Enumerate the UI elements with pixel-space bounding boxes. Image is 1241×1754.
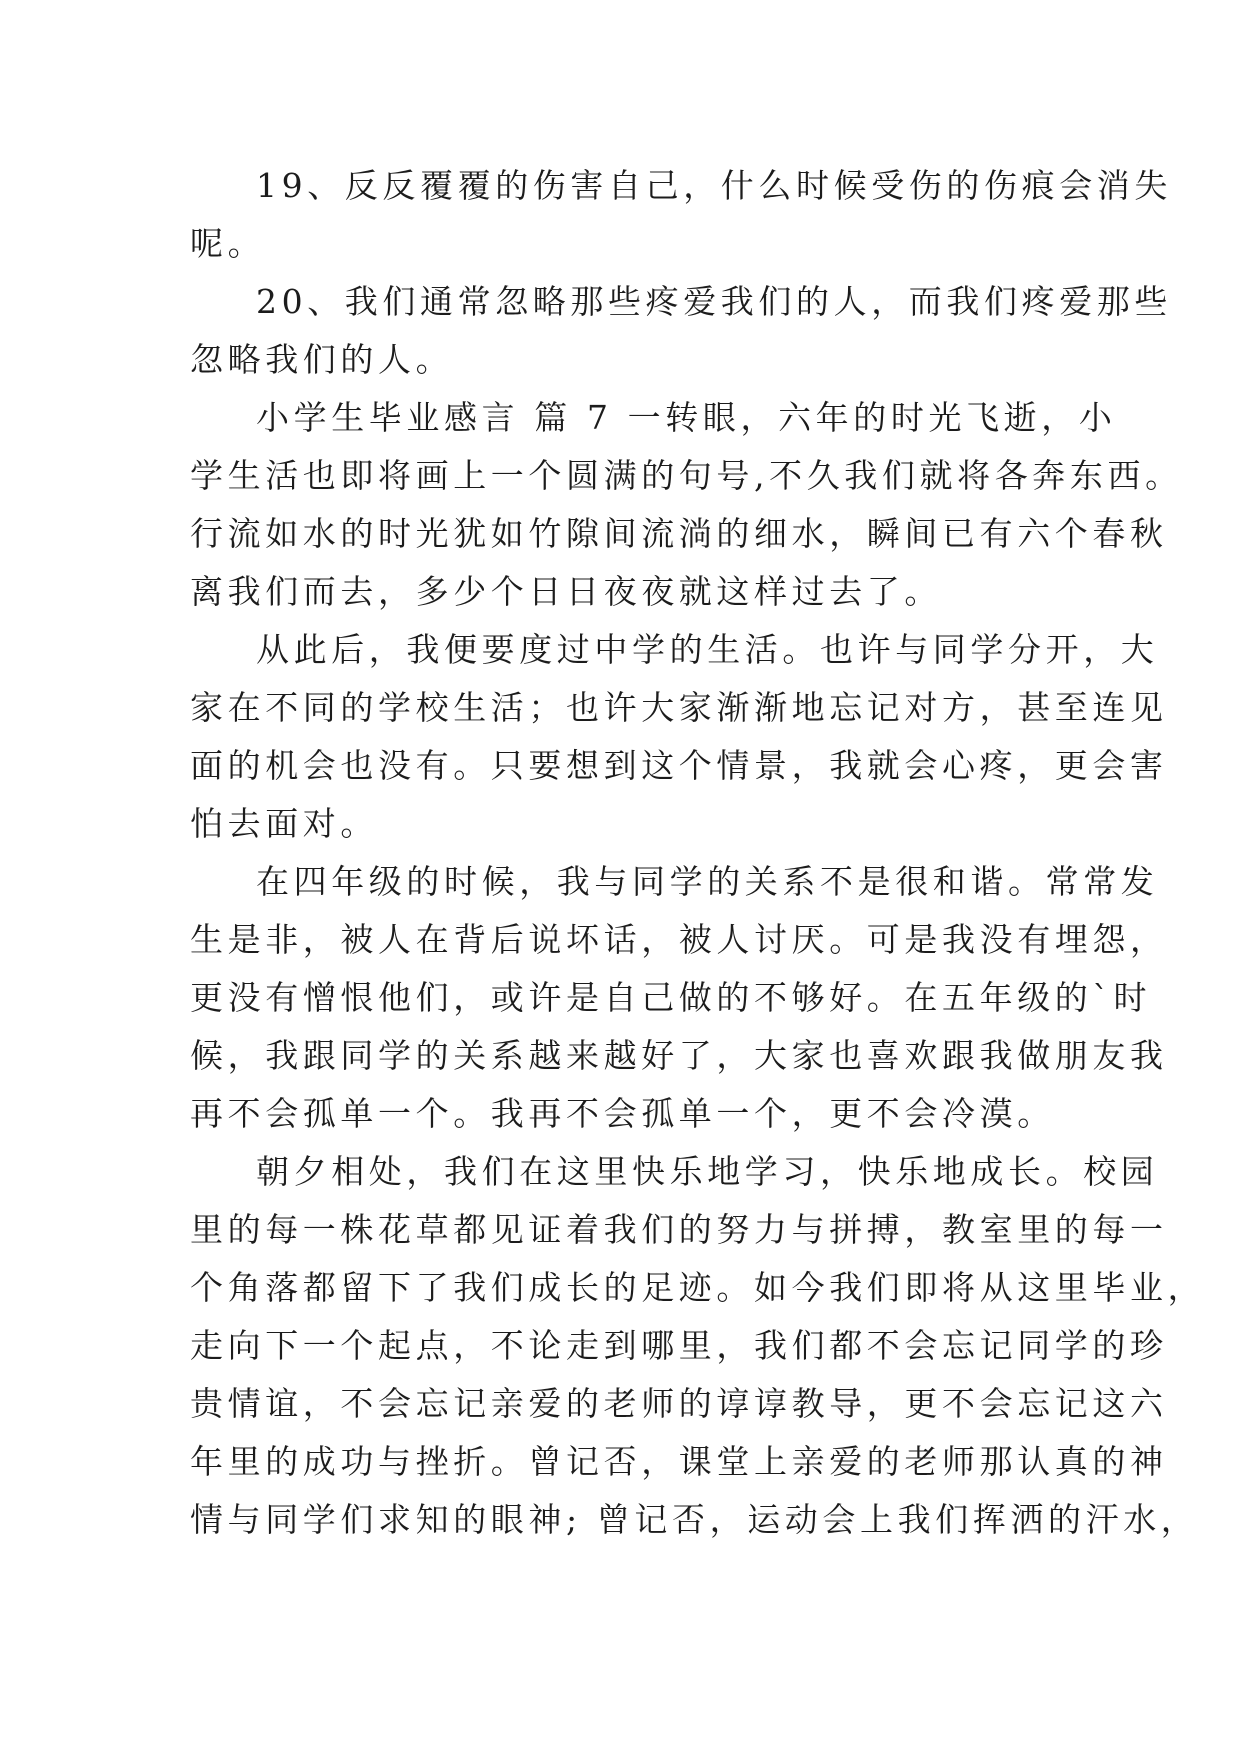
paragraph-middle-school-line-3: 面的机会也没有。只要想到这个情景，我就会心疼，更会害 [190,746,1168,785]
section-7-line-3: 行流如水的时光犹如竹隙间流淌的细水，瞬间已有六个春秋 [190,514,1168,553]
paragraph-20-line-1: 20、我们通常忽略那些疼爱我们的人，而我们疼爱那些 [256,282,1172,321]
paragraph-campus-line-2: 里的每一株花草都见证着我们的努力与拼搏，教室里的每一 [190,1210,1168,1249]
section-7-line-4: 离我们而去，多少个日日夜夜就这样过去了。 [190,572,942,611]
paragraph-campus-line-1: 朝夕相处，我们在这里快乐地学习，快乐地成长。校园 [256,1152,1159,1191]
paragraph-campus-line-6: 年里的成功与挫折。曾记否，课堂上亲爱的老师那认真的神 [190,1442,1168,1481]
paragraph-fourth-grade-line-4: 候，我跟同学的关系越来越好了，大家也喜欢跟我做朋友我 [190,1036,1168,1075]
section-7-line-2: 学生活也即将画上一个圆满的句号,不久我们就将各奔东西。 [190,456,1183,495]
paragraph-20-line-2: 忽略我们的人。 [190,340,454,379]
paragraph-campus-line-7: 情与同学们求知的眼神; 曾记否，运动会上我们挥洒的汗水， [190,1500,1199,1539]
paragraph-middle-school-line-2: 家在不同的学校生活；也许大家渐渐地忘记对方，甚至连见 [190,688,1168,727]
paragraph-19-line-2: 呢。 [190,224,266,263]
paragraph-fourth-grade-line-5: 再不会孤单一个。我再不会孤单一个，更不会冷漠。 [190,1094,1055,1133]
paragraph-fourth-grade-line-1: 在四年级的时候，我与同学的关系不是很和谐。常常发 [256,862,1159,901]
paragraph-campus-line-4: 走向下一个起点，不论走到哪里，我们都不会忘记同学的珍 [190,1326,1168,1365]
paragraph-19-line-1: 19、反反覆覆的伤害自己，什么时候受伤的伤痕会消失 [256,166,1172,205]
section-7-heading-line: 小学生毕业感言 篇 7 一转眼，六年的时光飞逝，小 [256,398,1117,437]
paragraph-campus-line-5: 贵情谊，不会忘记亲爱的老师的谆谆教导，更不会忘记这六 [190,1384,1168,1423]
paragraph-campus-line-3: 个角落都留下了我们成长的足迹。如今我们即将从这里毕业， [190,1268,1206,1307]
paragraph-fourth-grade-line-3: 更没有憎恨他们，或许是自己做的不够好。在五年级的`时 [190,978,1152,1017]
paragraph-middle-school-line-1: 从此后，我便要度过中学的生活。也许与同学分开，大 [256,630,1159,669]
paragraph-middle-school-line-4: 怕去面对。 [190,804,378,843]
paragraph-fourth-grade-line-2: 生是非，被人在背后说坏话，被人讨厌。可是我没有埋怨， [190,920,1168,959]
